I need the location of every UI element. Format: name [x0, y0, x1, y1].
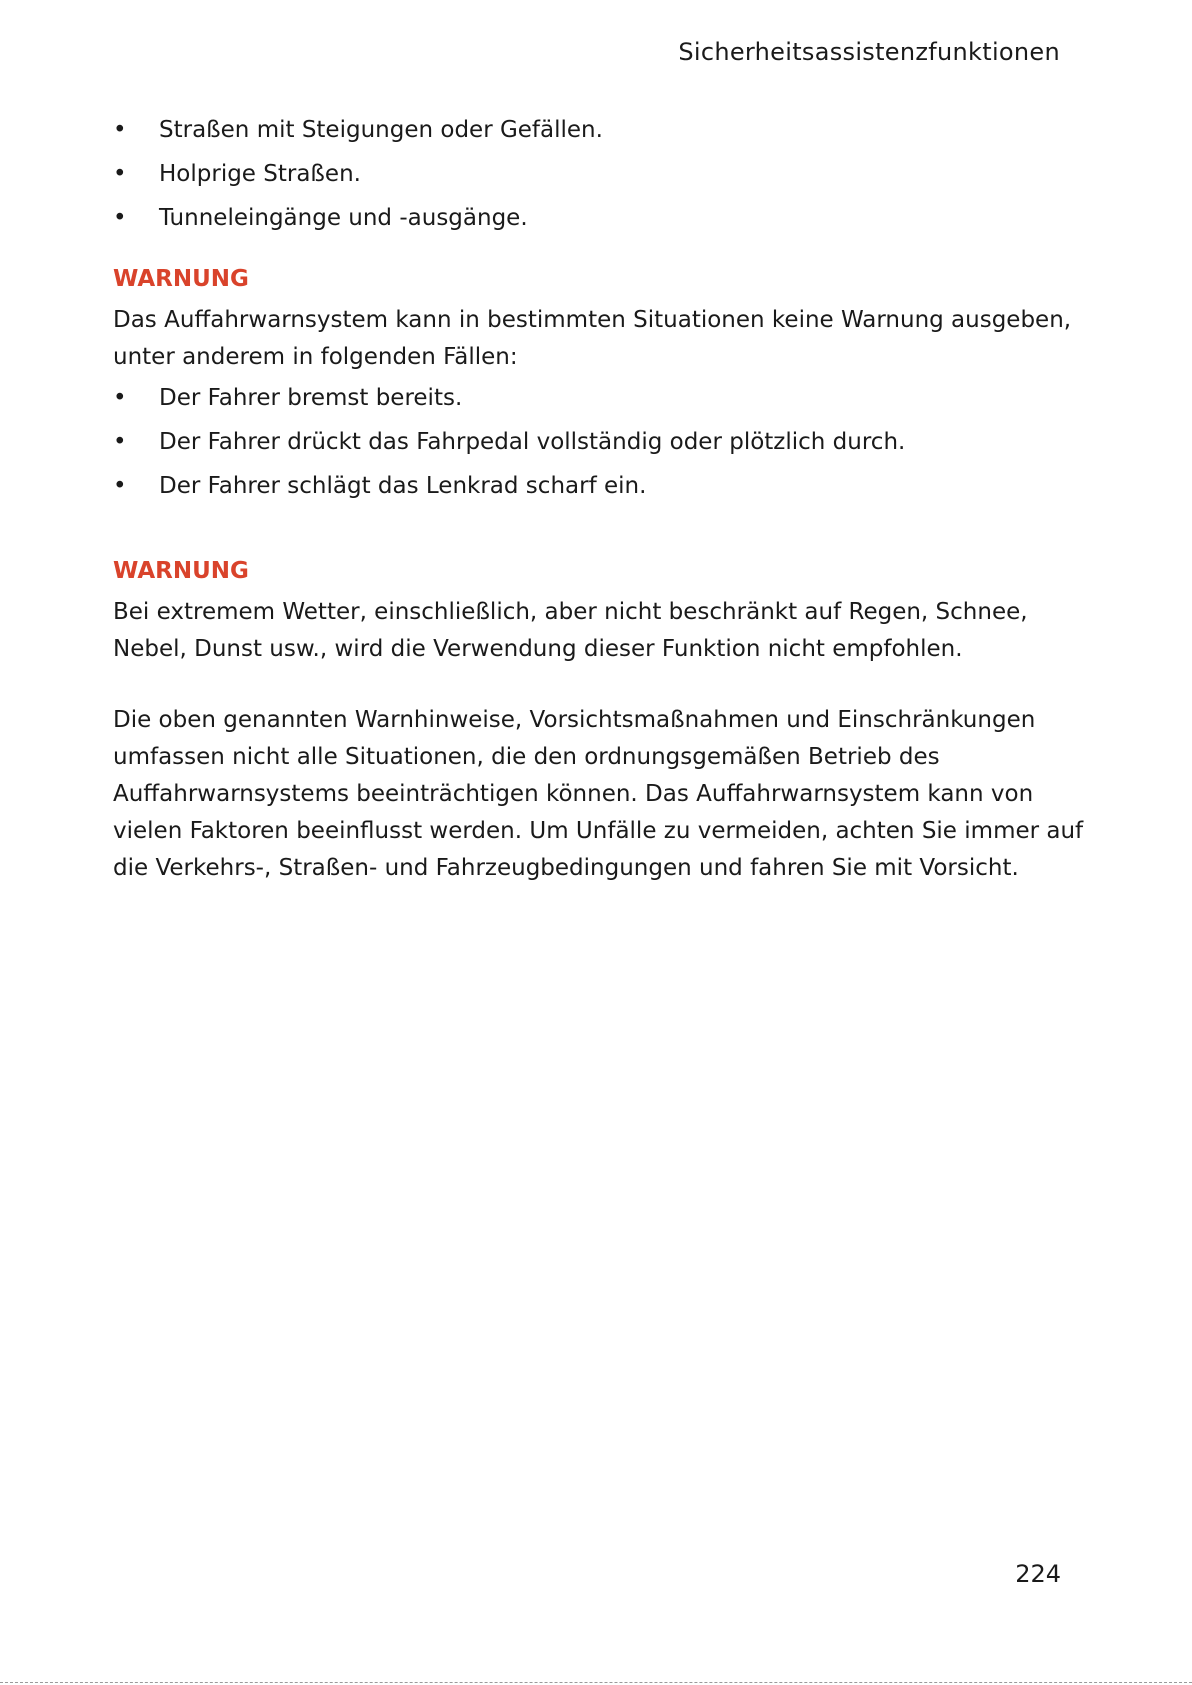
closing-paragraph: Die oben genannten Warnhinweise, Vorsichtsmaßnahmen und Einschränkungen umfassen nicht alle Situationen, die den ordnungsgemäßen Betrieb des Auffahrwarnsystems beeinträchtigen können. Das Auffahrwarnsystem kann von vielen Faktoren beeinflusst werden. Um Unfälle zu vermeiden, achten Sie immer auf die Verkehrs-, Straßen- und Fahrzeugbedingungen und fahren Sie mit Vorsicht.	[113, 707, 1084, 881]
warning-list	[113, 380, 1088, 505]
bullet-icon: •	[113, 117, 127, 143]
warning-title: WARNUNG	[113, 266, 249, 292]
list-item-text: Der Fahrer schlägt das Lenkrad scharf ein.	[159, 473, 647, 499]
page-content	[113, 112, 1088, 887]
list-item	[113, 156, 1088, 193]
warning-text: Bei extremem Wetter, einschließlich, aber nicht beschränkt auf Regen, Schnee, Nebel, Dunst usw., wird die Verwendung dieser Funktion nicht empfohlen.	[113, 599, 1028, 662]
list-item	[113, 112, 1088, 149]
list-item-text: Straßen mit Steigungen oder Gefällen.	[159, 117, 603, 143]
bullet-icon: •	[113, 161, 127, 187]
list-item	[113, 468, 1088, 505]
warning-box-1	[113, 261, 1088, 505]
page-edge-divider	[0, 1682, 1192, 1683]
list-item	[113, 380, 1088, 417]
list-item-text: Der Fahrer drückt das Fahrpedal vollständig oder plötzlich durch.	[159, 429, 906, 455]
list-item	[113, 200, 1088, 237]
page-number: 224	[1015, 1560, 1061, 1588]
warning-box-2	[113, 553, 1088, 668]
list-item	[113, 424, 1088, 461]
list-item-text: Der Fahrer bremst bereits.	[159, 385, 463, 411]
bullet-icon: •	[113, 385, 127, 411]
bullet-icon: •	[113, 473, 127, 499]
bullet-icon: •	[113, 429, 127, 455]
running-header: Sicherheitsassistenzfunktionen	[678, 38, 1060, 66]
warning-title: WARNUNG	[113, 558, 249, 584]
bullet-icon: •	[113, 205, 127, 231]
list-item-text: Holprige Straßen.	[159, 161, 361, 187]
warning-intro: Das Auffahrwarnsystem kann in bestimmten Situationen keine Warnung ausgeben, unter anderem in folgenden Fällen:	[113, 307, 1072, 370]
conditions-list	[113, 112, 1088, 237]
list-item-text: Tunneleingänge und -ausgänge.	[159, 205, 528, 231]
